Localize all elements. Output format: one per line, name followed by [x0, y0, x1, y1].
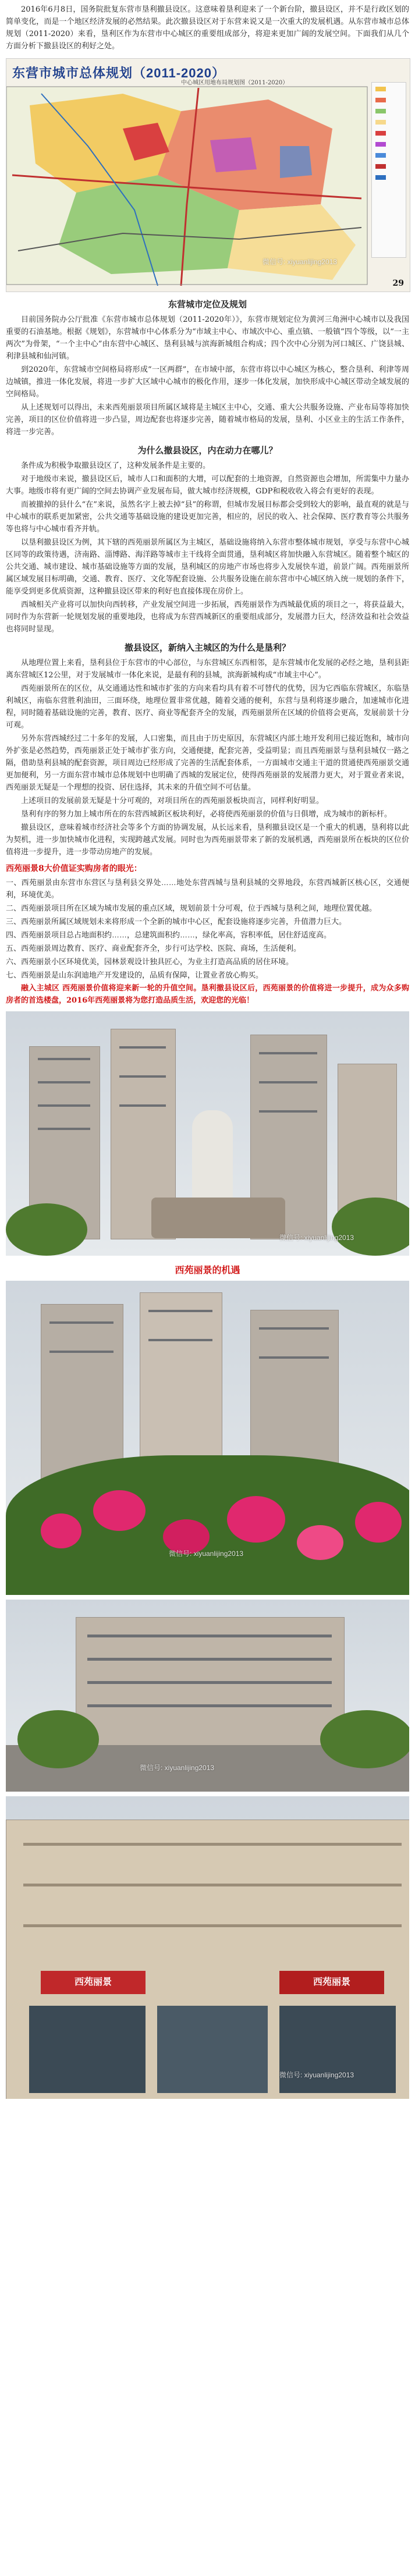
- project-value-item: 六、西苑丽景小区环境优美，园林景观设计独具匠心，为业主打造高品质的居住环境。: [6, 957, 294, 966]
- section2-paragraph: 对于地级市来说，撤县设区后，城市人口和面积的大增，可以配套的土地资源，自然资源也会增加，所需集中力量办大事。地级市将有更广阔的空间去协调产业发展布局，做大城市经济规模，GDP和税收收入将会有更好的表现。: [6, 475, 409, 496]
- section1-paragraph: 从上述规划可以得出，未来西苑丽景项目所属区域将是主城区主中心，交通、重大公共服务设施、产业布局等将加快完善，项目的区位价值将进一步凸显，周边配套也将逐步完善，随着城市格局的发展，垦利、小区业主的生活工作条件，将进一步完善。: [6, 403, 409, 436]
- sculpture: [192, 1110, 233, 1203]
- section3-paragraph: 另外东营西城经过二十多年的发展，人口密集，而且由于历史原因，东营城区内部土地开发利用已接近饱和，城市向外扩张是必然趋势，西苑丽景正处于城市扩张方向，交通便捷，配套完善，受益明显；而且西苑丽景与垦利县城仅一路之隔，借助垦利县城的配套资源，项目周边已经形成了完善的生活配套体系，一方面城市交通主干道的贯通使西苑丽景交通更加便利，另一方面东营市城市总体规划中也明确了西城的发展定位，使得西苑丽景的发展潜力更大，对于置业者来说，西苑丽景无疑是一个理想的投资、居住选择，其未来的升值空间不可估量。: [6, 734, 409, 792]
- article: [6, 0, 409, 2109]
- section1-paragraph: 到2020年，东营城市空间格局将形成“一区两群”，在市域中部，东营市将以中心城区为核心，整合垦利、利津等周边城镇，推进一体化发展，将进一步扩大区域中心城市的极化作用，逐步一体化发展，加快形成中心城区带动全域发展的空间格局。: [6, 365, 409, 399]
- map-title: 东营市城市总体规划（2011-2020）: [12, 66, 225, 80]
- section2-paragraph: 条件成为积极争取撤县设区了，这种发展条件是主要的。: [21, 461, 211, 470]
- project-value-item: 三、西苑丽景所属区域规划未来将形成一个全新的城市中心区，配套设施将逐步完善，升值潜力巨大。: [6, 917, 347, 926]
- section3-paragraph: 西苑丽景所在的区位，从交通通达性和城市扩张的方向来看均具有着不可替代的优势，因为它西临东营城区，东临垦利城区，南临东营胜利油田，三面环绕，地理位置非常优越，随着交通的便利，东营与垦利将逐步融合，加速城市化进程，同时随着基础设施的完善，教育、医疗、商业等配套齐全的发展，西苑丽景所在区域的价值将会更高，发展前景十分可观。: [6, 684, 409, 730]
- intro-paragraph: 2016年6月8日，国务院批复东营市垦利撤县设区。这意味着垦利迎来了一个新台阶，撤县设区，并不是行政区划的简单变化，而是一个地区经济发展的必然结果。此次撤县设区对于东营来说又是一次重大的发展机遇。从东营市城市总体规划（2011-2020）来看，垦利区作为东营市中心城区的重要组成部分，将迎来更加广阔的发展空间。下面我们从几个方面分析下撤县设区的利好之处。: [6, 5, 409, 51]
- shop-sign: 西苑丽景: [279, 1971, 384, 1994]
- project-value-item: 二、西苑丽景项目所在区域为城市发展的重点区域，规划前景十分可观，位于西城与垦利之间，地理位置优越。: [6, 904, 377, 912]
- project-value-item: 一、西苑丽景由东营市东营区与垦利县交界处……地处东营西城与垦利县城的交界地段，东营西城新区核心区，交通便利，环境优美。: [6, 878, 409, 899]
- section1-paragraph: 目前国务院办公厅批准《东营市城市总体规划（2011-2020年）》，东营市规划定位为黄河三角洲中心城市以及我国重要的石油基地。根据《规划》，东营城市中心体系分为“市域主中心、市域次中心、重点镇、一般镇”四个等级，以“一主两次”为骨架，“一个主中心”由东营中心城区、垦利县城与滨海新城组合构成；四个次中心分别为河口城区、广饶县城、利津县城和仙河镇。: [6, 315, 409, 361]
- photo-plaza: [6, 1600, 409, 1792]
- gallery-title: 西苑丽景的机遇: [175, 1264, 240, 1275]
- photo-garden-flowers: [6, 1281, 409, 1595]
- section-title-positioning: 东营城市定位及规划: [168, 299, 247, 310]
- photo-watermark: 微信号: xiyuanlijing2013: [279, 2071, 354, 2079]
- section3-paragraph: 上述项目的发展前景无疑是十分可观的，对项目所在的西苑丽景板块而言，同样利好明显。: [21, 797, 324, 805]
- photo-residential-towers: [6, 1011, 409, 1256]
- section3-paragraph: 垦利有序的努力加上城市所在的东营西城新区板块利好，必将使西苑丽景的价值与日俱增，成为城市的新标杆。: [21, 810, 392, 819]
- project-values-title: 西苑丽景8大价值证实购房者的眼光：: [6, 864, 142, 873]
- section-title-motivation: 为什么撤县设区，内在动力在哪儿？: [137, 445, 278, 456]
- project-value-item: 五、西苑丽景周边教育、医疗、商业配套齐全，步行可达学校、医院、商场，生活便利。: [6, 944, 302, 953]
- map-subtitle: 中心城区用地布局规划图（2011-2020）: [181, 80, 289, 86]
- project-closing: 融入主城区 西苑丽景价值将迎来新一轮的升值空间。垦利撤县设区后，西苑丽景的价值将进一步提升，成为众多购房者的首选楼盘，2016年西苑丽景将为您打造品质生活，欢迎您的光临！: [6, 984, 409, 1005]
- section2-paragraph: 而被撤掉的县什么“在”来说，虽然名字上被去掉“县”的称谓，但城市发展目标都会受到较大的影响，最直观的就是与中心城市的联系更加紧密，公共交通等基础设施的建设更加完善，相应的，居民的收入、社会保障、医疗教育等公共服务等也将与中心城市看齐并轨。: [6, 500, 409, 534]
- city-plan-map-graphic: [6, 59, 410, 292]
- map-watermark: 微信号: xiyuanlijing2013: [263, 258, 338, 266]
- project-value-item: 七、西苑丽景是山东润迪地产开发建设的，品质有保障，让置业者放心购买。: [6, 971, 264, 979]
- section-title-why-kenli: 撤县设区，新纳入主城区的为什么是垦利？: [124, 642, 290, 653]
- shop-sign: 西苑丽景: [41, 1971, 146, 1994]
- section2-paragraph: 西城相关产业将可以加快向西转移，产业发展空间进一步拓展，西苑丽景作为西城最优质的项目之一，将获益最大，同时作为东营新一轮规划发展的重要地段，也将成为东营西城新区的重要组成部分，发展潜力巨大，经济效益和社会效益也将同时显现。: [6, 601, 409, 634]
- map-page-number: 29: [392, 279, 404, 288]
- photo-watermark: 微信号: xiyuanlijing2013: [140, 1764, 215, 1772]
- photo-watermark: 微信号: xiyuanlijing2013: [279, 1234, 354, 1242]
- map-legend: [371, 82, 406, 258]
- project-value-item: 四、西苑丽景项目总占地面积约……，总建筑面积约……，绿化率高，容积率低，居住舒适度高。: [6, 930, 332, 939]
- city-plan-map: [6, 58, 410, 292]
- photo-street-shops: [6, 1796, 409, 2099]
- summary-paragraph: 撤县设区，意味着城市经济社会等多个方面的协调发展，从长远来看，垦利撤县设区是一个重大的机遇，垦利将以此为契机，进一步加快城市化进程，实现跨越式发展。同时也为西苑丽景带来了新的发展机遇，西苑丽景所在板块的区位价值将进一步提升，进一步带动房地产的发展。: [6, 823, 409, 857]
- section2-paragraph: 以垦利撤县设区为例，其下辖的西苑丽景所属区为主城区，基础设施将纳入东营市整体城市规划，享受与东营中心城区同等的政策待遇，济南路、淄博路、海洋路等城市主干线将全面贯通，垦利城区将加快融入东营城区。随着整个城区的公共交通、城市建设、城市基础设施等方面的发展，垦利城区的房地产市场也将步入发展快车道，前景广阔。西苑丽景所属区域发展目标明确，交通、教育、医疗、文化等配套设施、公共服务设施在前东营市中心城区纳入统一规划的条件下，能享受到更多优质资源，这种撤县设区带来的利好也直接体现在房价上。: [6, 538, 409, 596]
- photo-watermark: 微信号: xiyuanlijing2013: [169, 1550, 244, 1558]
- section3-paragraph: 从地理位置上来看，垦利县位于东营市的中心部位，与东营城区东西相邻，是东营城市化发展的必经之地，垦利县距离东营城区12公里，对于发展城市一体化来说，是最有利的县城，滨海新城构成“市域主中心”。: [6, 659, 409, 680]
